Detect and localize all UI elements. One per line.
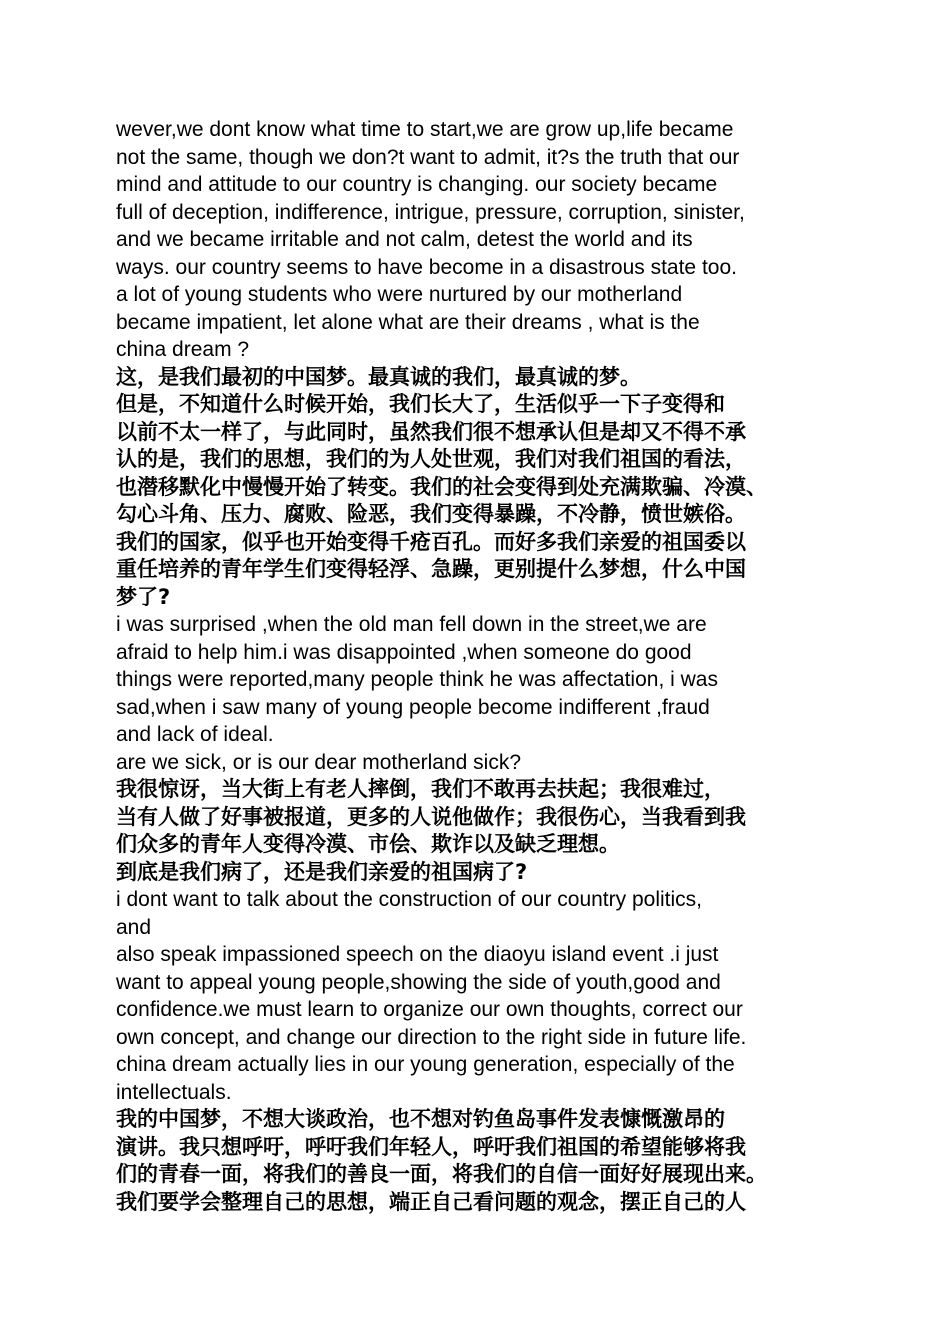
paragraph-chinese-4: 到底是我们病了，还是我们亲爱的祖国病了? bbox=[116, 859, 528, 884]
paragraph-chinese-2: 但是，不知道什么时候开始，我们长大了，生活似乎一下子变得和 以前不太一样了，与此同时，虽然我们很不想承认但是却又不得不承 认的是，我们的思想，我们的为人处世观，我们对我们祖国的看法， 也潜移默化中慢慢开始了转变。我们的社会变得到处充满欺骗、冷漠、 勾心斗角、压力、腐败、险恶，我们变得暴躁，不冷静，愤世嫉俗。 我们的国家，似乎也开始变得千疮百孔。而好多我们亲爱的祖国委以 重任培养的青年学生们变得轻浮、急躁，更别提什么梦想，什么中国 梦了? bbox=[116, 392, 767, 609]
paragraph-chinese-3: 我很惊讶，当大街上有老人摔倒，我们不敢再去扶起；我很难过， 当有人做了好事被报道，更多的人说他做作；我很伤心，当我看到我 们众多的青年人变得冷漠、市侩、欺诈以及缺乏理想。 bbox=[116, 777, 746, 856]
paragraph-english-3: are we sick, or is our dear motherland sick? bbox=[116, 750, 521, 774]
document-body bbox=[116, 116, 856, 1216]
paragraph-english-2: i was surprised ,when the old man fell down in the street,we are afraid to help him.i was disappointed ,when someone do good things were reported,many people think he was affectation, i was sad,when i saw many of young people become indifferent ,fraud and lack of ideal. bbox=[116, 613, 718, 746]
paragraph-english-1: wever,we dont know what time to start,we are grow up,life became not the same, though we don?t want to admit, it?s the truth that our mind and attitude to our country is changing. our society became full of deception, indifference, intrigue, pressure, corruption, sinister, and we became irritable and not calm, detest the world and its ways. our country seems to have become in a disastrous state too. a lot of young students who were nurtured by our motherland became impatient, let alone what are their dreams , what is the china dream ? bbox=[116, 118, 745, 361]
paragraph-chinese-5: 我的中国梦，不想大谈政治，也不想对钓鱼岛事件发表慷慨激昂的 演讲。我只想呼吁，呼吁我们年轻人，呼吁我们祖国的希望能够将我 们的青春一面，将我们的善良一面，将我们的自信一面好好展现出来。 我们要学会整理自己的思想，端正自己看问题的观念，摆正自己的人 bbox=[116, 1107, 767, 1214]
paragraph-chinese-1: 这，是我们最初的中国梦。最真诚的我们，最真诚的梦。 bbox=[116, 364, 641, 389]
paragraph-english-4: i dont want to talk about the construction of our country politics, and also speak impassioned speech on the diaoyu island event .i just want to appeal young people,showing the side of youth,good and confidence.we must learn to organize our own thoughts, correct our own concept, and change our direction to the right side in future life. china dream actually lies in our young generation, especially of the intellectuals. bbox=[116, 888, 747, 1104]
